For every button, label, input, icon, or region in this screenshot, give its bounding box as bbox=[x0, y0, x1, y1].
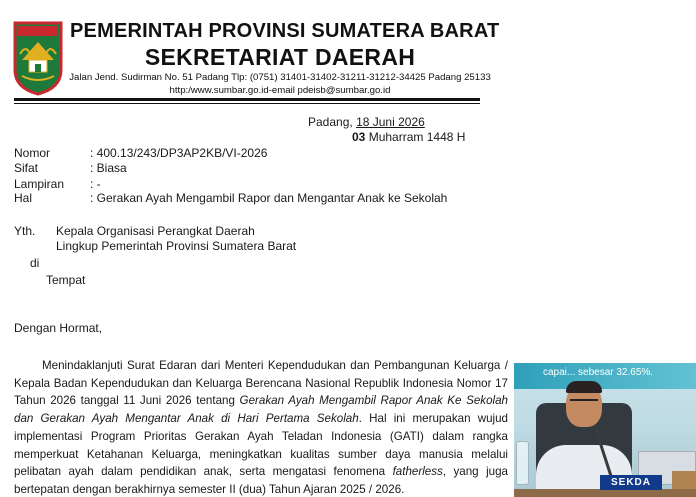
hijri-month-year: Muharram 1448 H bbox=[368, 130, 466, 144]
addressee-yth: Yth. bbox=[14, 224, 36, 238]
office-title: SEKRETARIAT DAERAH bbox=[144, 44, 416, 70]
meta-value: : Biasa bbox=[90, 161, 127, 175]
body-italic-title: Gerakan Ayah Mengambil Rapor Anak Ke Sekolah dan Gerakan Ayah Mengantar Anak di Hari Pertama Sekolah bbox=[14, 394, 508, 426]
sumbar-provincial-crest-icon bbox=[12, 20, 64, 96]
gregorian-date bbox=[308, 115, 425, 129]
salutation: Dengan Hormat, bbox=[14, 321, 103, 335]
meta-row-nomor bbox=[14, 146, 474, 161]
date-place: Padang, bbox=[308, 115, 353, 129]
meta-value: : 400.13/243/DP3AP2KB/VI-2026 bbox=[90, 146, 268, 160]
meta-value: : Gerakan Ayah Mengambil Rapor dan Mengantar Anak ke Sekolah bbox=[90, 191, 448, 205]
meta-row-sifat bbox=[14, 161, 474, 176]
addressee-place: Tempat bbox=[46, 273, 86, 287]
body-italic-term: fatherless bbox=[392, 465, 443, 479]
meta-value: : - bbox=[90, 177, 101, 191]
addressee-di: di bbox=[30, 256, 40, 270]
video-caption-text: capai... sebesar 32.65%. bbox=[543, 367, 654, 378]
body-paragraph bbox=[14, 357, 508, 497]
meta-label: Lampiran bbox=[14, 177, 65, 191]
body-text-c: , yang juga bertepatan dengan berakhirnya semester II (dua) Tahun Ajaran 2025 / 2026. bbox=[14, 465, 508, 496]
desk bbox=[514, 489, 696, 497]
hijri-date bbox=[352, 130, 465, 144]
video-inset bbox=[514, 363, 696, 497]
water-bottle-icon bbox=[516, 441, 529, 485]
glasses-icon bbox=[570, 399, 598, 405]
meta-row-lampiran bbox=[14, 177, 474, 192]
letterhead-divider-thin bbox=[14, 103, 480, 104]
letterhead-web-email: http:/www.sumbar.go.id-email pdeisb@sumbar.go.id bbox=[169, 85, 391, 96]
meta-row-hal bbox=[14, 191, 474, 206]
nameplate: SEKDA bbox=[600, 475, 662, 490]
date-gregorian-value: 18 Juni 2026 bbox=[356, 115, 425, 129]
meta-label: Sifat bbox=[14, 161, 39, 175]
body-text-a: Menindaklanjuti Surat Edaran dari Menteri Kependudukan dan Pembangunan Keluarga / Kepala Badan Kependudukan dan Keluarga Berencana Nasional Republik Indonesia Nomor 17 Tahun 2026 tanggal 11 Juni 2026 tentang bbox=[14, 359, 508, 408]
government-title: PEMERINTAH PROVINSI SUMATERA BARAT bbox=[70, 20, 500, 42]
hijri-day: 03 bbox=[352, 130, 366, 144]
body-text-b: . Hal ini merupakan wujud implementasi Program Prioritas Gerakan Ayah Teladan Indonesia (GATI) dalam rangka memperkuat Ketahanan Keluarga, meningkatkan kualitas sumber daya manusia melalui pelibatan ayah dalam pendidikan anak, serta mengatasi fenomena bbox=[14, 412, 509, 479]
meta-label: Hal bbox=[14, 191, 33, 205]
letterhead-divider-thick bbox=[14, 98, 480, 101]
addressee-line-1: Kepala Organisasi Perangkat Daerah bbox=[56, 224, 255, 238]
speaker-hair bbox=[566, 381, 602, 393]
meta-label: Nomor bbox=[14, 146, 51, 160]
addressee-line-2: Lingkup Pemerintah Provinsi Sumatera Barat bbox=[56, 239, 297, 253]
letterhead-address: Jalan Jend. Sudirman No. 51 Padang Tlp: (0751) 31401-31402-31211-31212-34425 Padang 25133 bbox=[69, 72, 491, 83]
